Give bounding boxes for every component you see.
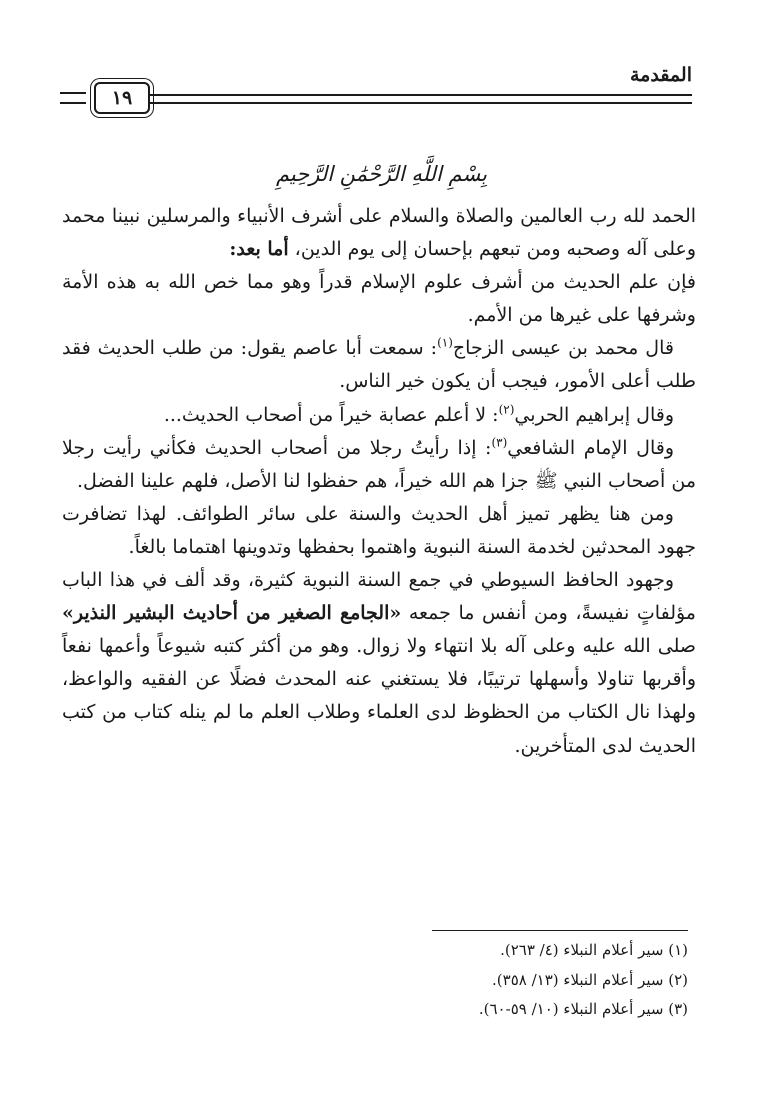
footnote-separator	[432, 930, 688, 931]
header-left-ornament	[60, 92, 86, 104]
footnote-ref-3[interactable]: (٣)	[491, 435, 508, 450]
section-title: المقدمة	[629, 64, 692, 86]
paragraph-1-line-2: نبينا محمد وعلى آله وصحبه ومن تبعهم بإحسان إلى يوم الدين،	[62, 205, 696, 261]
paragraph-5-rest: : إذا رأيتُ رجلا من أصحاب الحديث فكأني رأيت رجلا من أصحاب النبي ﷺ جزا هم الله خيراً، هم حفظوا لنا الأصل، فلهم علينا الفضل.	[62, 436, 696, 492]
page-number: ١٩	[94, 82, 150, 114]
paragraph-4-start: وقال إبراهيم الحربي	[514, 403, 674, 426]
footnote-1: (١) سير أعلام النبلاء (٤/ ٢٦٣).	[500, 941, 688, 959]
paragraph-6: ومن هنا يظهر تميز أهل الحديث والسنة على سائر الطوائف. لهذا تضافرت جهود المحدثين لخدمة السنة النبوية واهتموا بحفظها وتدوينها اهتماما بالغاً.	[62, 502, 696, 558]
book-title: «الجامع الصغير من أحاديث البشير النذير»	[62, 602, 402, 625]
paragraph-2: فإن علم الحديث من أشرف علوم الإسلام قدراً وهو مما خص الله به هذه الأمة وشرفها على غيرها من الأمم.	[62, 271, 696, 327]
paragraph-3	[62, 332, 696, 398]
paragraph-4	[62, 399, 696, 432]
paragraph-5	[62, 432, 696, 498]
footnote-ref-2[interactable]: (٢)	[498, 402, 515, 417]
paragraph-7-start: وجهود الحافظ السيوطي في جمع السنة النبوية كثيرة، وقد ألف في هذا الباب مؤلفاتٍ نفيسةً، ومن أنفس ما جمعه	[62, 569, 696, 625]
paragraph-3-start: قال محمد بن عيسى الزجاج	[452, 337, 674, 360]
footnote-3: (٣) سير أعلام النبلاء (١٠/ ٥٩-٦٠).	[478, 1000, 688, 1018]
paragraph-4-rest: : لا أعلم عصابة خيراً من أصحاب الحديث...	[163, 403, 499, 426]
footnote-2: (٢) سير أعلام النبلاء (١٣/ ٣٥٨).	[492, 970, 688, 989]
paragraph-7	[62, 564, 696, 763]
paragraph-5-start: وقال الإمام الشافعي	[507, 436, 674, 459]
ama-baad: أما بعد:	[229, 238, 289, 261]
header-rule	[148, 94, 692, 104]
footnote-ref-1[interactable]: (١)	[437, 336, 453, 351]
basmala: بِسْمِ اللَّهِ الرَّحْمَٰنِ الرَّحِيمِ	[275, 162, 488, 186]
paragraph-1-line-1: الحمد لله رب العالمين والصلاة والسلام على أشرف الأنبياء والمرسلين	[146, 205, 697, 227]
body-text	[62, 200, 696, 763]
paragraph-1	[62, 200, 696, 266]
paragraph-3-rest: : سمعت أبا عاصم يقول: من طلب الحديث فقد طلب أعلى الأمور، فيجب أن يكون خير الناس.	[62, 337, 696, 393]
footnotes	[300, 936, 688, 1025]
paragraph-7-rest: صلى الله عليه وعلى آله بلا انتهاء ولا زوال. وهو من أكثر كتبه شيوعاً وأعمها نفعاً وأقربها تناولا وأسهلها ترتيبًا، فلا يستغني عنه المحدث فضلًا عن الفقيه والواعظ، ولهذا نال الكتاب من الحظوظ لدى العلماء وطلاب العلم ما لم ينله كتاب من كتب الحديث لدى المتأخرين.	[62, 635, 697, 757]
page-header	[60, 62, 692, 122]
